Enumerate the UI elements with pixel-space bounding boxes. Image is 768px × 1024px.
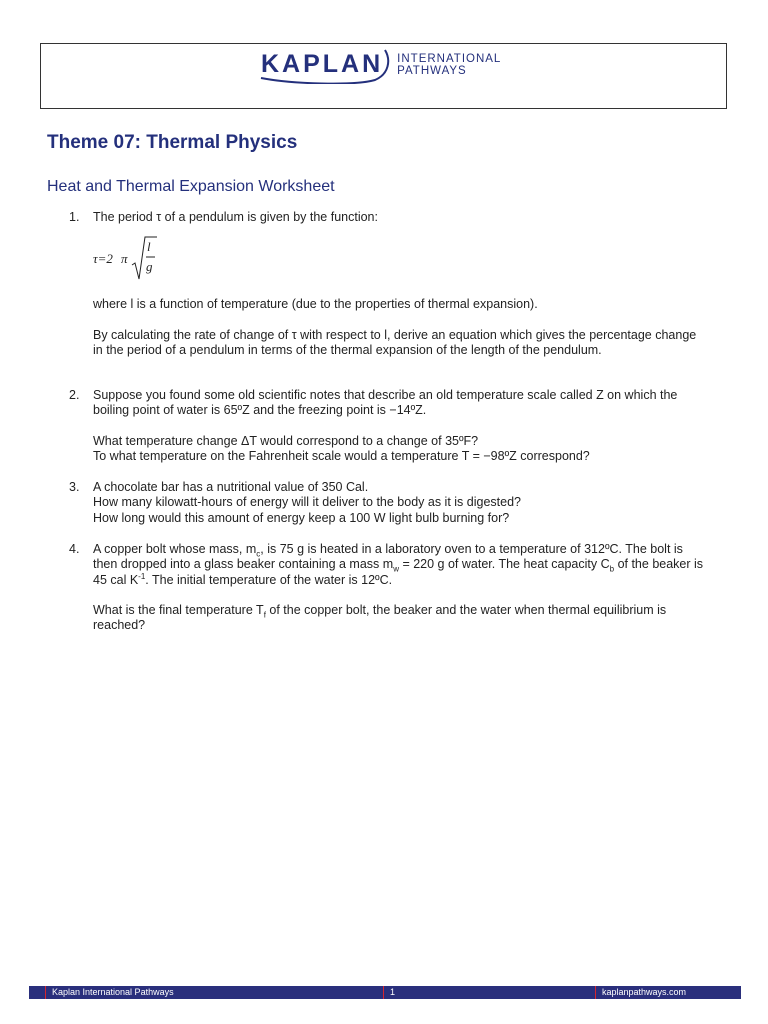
text-run: , is 75 g is heated in a laboratory oven to a temperature of 312ºC. The bolt is then dropped into a glass beaker containing a mass m xyxy=(93,542,683,572)
page-footer xyxy=(29,986,741,999)
question-text: To what temperature on the Fahrenheit scale would a temperature T = −98ºZ correspond? xyxy=(93,448,590,463)
question-number: 3. xyxy=(69,480,80,494)
superscript: -1 xyxy=(138,571,146,581)
square-root-icon xyxy=(131,235,157,283)
question-text: The period τ of a pendulum is given by the function: xyxy=(93,210,378,224)
question-number: 1. xyxy=(69,210,80,224)
question-text: A chocolate bar has a nutritional value of 350 Cal. xyxy=(93,480,369,494)
question-text: How many kilowatt-hours of energy will it deliver to the body as it is digested? xyxy=(93,495,521,510)
question-body xyxy=(93,388,705,464)
formula-lhs: τ=2 xyxy=(93,251,113,267)
text-run: What is the final temperature T xyxy=(93,602,264,617)
text-run: . The initial temperature of the water is 12ºC. xyxy=(145,572,393,587)
header-logo-box xyxy=(40,43,727,109)
question-text: Suppose you found some old scientific notes that describe an old temperature scale called Z on which the boiling point of water is 65ºZ and the freezing point is −14ºZ. xyxy=(93,388,678,418)
footer-website-link[interactable]: kaplanpathways.com xyxy=(595,986,686,999)
question-text: By calculating the rate of change of τ with respect to l, derive an equation which gives the percentage change in the period of a pendulum in terms of the thermal expansion of the length of the pendulum. xyxy=(93,327,697,357)
logo-main-text: KAPLAN xyxy=(261,50,384,78)
footer-left: Kaplan International Pathways xyxy=(45,986,174,999)
question-text: How long would this amount of energy keep a 100 W light bulb burning for? xyxy=(93,510,510,525)
logo-subtitle xyxy=(397,53,501,77)
logo-sub-line2: PATHWAYS xyxy=(397,64,467,77)
logo-swoosh-icon xyxy=(253,46,393,84)
text-run: of the copper bolt, the beaker and the water when thermal equilibrium is reached? xyxy=(93,602,667,633)
question-body xyxy=(93,542,705,633)
theme-title: Theme 07: Thermal Physics xyxy=(47,132,298,153)
question-text xyxy=(93,603,705,634)
logo-sub-line1: INTERNATIONAL xyxy=(397,52,502,65)
worksheet-title: Heat and Thermal Expansion Worksheet xyxy=(47,178,335,195)
question-text xyxy=(93,542,705,588)
logo-wordmark xyxy=(257,50,387,79)
question-body xyxy=(93,480,705,526)
footer-page-number: 1 xyxy=(383,986,395,999)
question-text: What temperature change ΔT would correspond to a change of 35ºF? xyxy=(93,433,479,448)
question-number: 4. xyxy=(69,542,80,556)
kaplan-logo xyxy=(257,50,501,79)
formula-numerator: l xyxy=(147,239,151,255)
subscript-f: f xyxy=(263,610,266,620)
subscript-b: b xyxy=(609,564,615,574)
formula-pi: π xyxy=(121,251,128,267)
question-text: where l is a function of temperature (due to the properties of thermal expansion). xyxy=(93,297,538,312)
text-run: A copper bolt whose mass, m xyxy=(93,542,257,556)
question-body xyxy=(93,210,705,358)
text-run: = 220 g of water. The heat capacity C xyxy=(398,557,610,572)
subscript-w: w xyxy=(393,564,399,574)
subscript-c: c xyxy=(256,549,261,559)
pendulum-formula xyxy=(93,235,705,285)
formula-denominator: g xyxy=(146,259,153,275)
text-run: of the beaker is 45 cal K xyxy=(93,557,704,587)
question-number: 2. xyxy=(69,388,80,402)
